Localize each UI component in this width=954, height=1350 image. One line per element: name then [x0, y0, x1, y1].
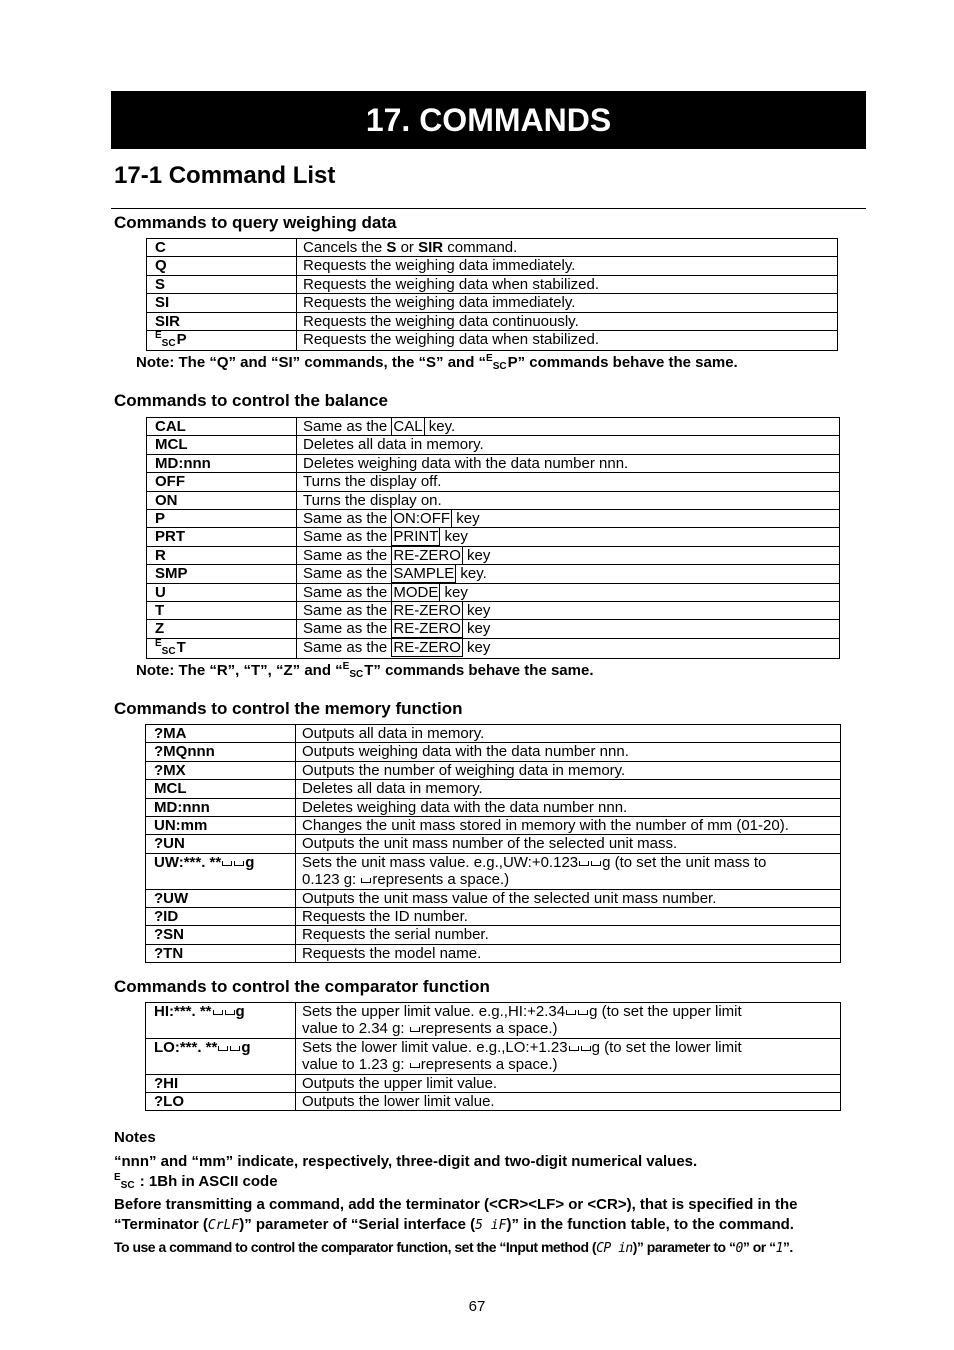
table-row	[146, 889, 841, 907]
table-row	[147, 275, 838, 293]
command-cell: P	[147, 510, 297, 528]
query-note: Note: The “Q” and “SI” commands, the “S” and “$^E$SCP” commands behave the same.	[136, 353, 738, 372]
command-cell: ?TN	[146, 944, 296, 962]
description-cell: Outputs the lower limit value.	[296, 1093, 841, 1111]
description-cell: Outputs the unit mass value of the selected unit mass number.	[296, 889, 841, 907]
description-cell: Same as the RE-ZERO key	[297, 638, 840, 658]
command-cell: SIR	[147, 312, 297, 330]
command-cell: Z	[147, 620, 297, 638]
table-row	[147, 528, 840, 546]
command-cell: C	[147, 239, 297, 257]
description-cell: Outputs the upper limit value.	[296, 1074, 841, 1092]
table-row	[147, 454, 840, 472]
description-cell: Same as the RE-ZERO key	[297, 546, 840, 564]
command-cell: CAL	[147, 418, 297, 436]
table-row	[147, 436, 840, 454]
command-cell: MD:nnn	[146, 798, 296, 816]
table-row	[147, 473, 840, 491]
table-row	[146, 725, 841, 743]
description-cell: Outputs weighing data with the data number nnn.	[296, 743, 841, 761]
command-cell: LO:***. ** g	[146, 1038, 296, 1074]
description-cell: Sets the unit mass value. e.g.,UW:+0.123 g (to set the unit mass to 0.123 g: represents a space.)	[296, 853, 841, 889]
key-label: RE-ZERO	[393, 620, 461, 638]
command-cell: SMP	[147, 565, 297, 583]
key-label: SAMPLE	[393, 565, 455, 583]
description-cell: Deletes all data in memory.	[297, 436, 840, 454]
description-cell: Turns the display on.	[297, 491, 840, 509]
command-cell: $^E$SCP	[147, 331, 297, 351]
command-cell: ?MA	[146, 725, 296, 743]
table-row	[146, 761, 841, 779]
table-row	[147, 565, 840, 583]
description-cell: Deletes all data in memory.	[296, 780, 841, 798]
command-cell: ?UW	[146, 889, 296, 907]
table-row	[147, 239, 838, 257]
table-row	[147, 312, 838, 330]
description-cell: Requests the weighing data when stabilized.	[297, 275, 838, 293]
table-row	[146, 908, 841, 926]
notes-line: “nnn” and “mm” indicate, respectively, three-digit and two-digit numerical values.	[114, 1152, 698, 1170]
space-symbol-icon	[234, 861, 244, 866]
command-cell: ?UN	[146, 835, 296, 853]
description-cell: Outputs the unit mass number of the selected unit mass.	[296, 835, 841, 853]
description-cell: Sets the upper limit value. e.g.,HI:+2.34 g (to set the upper limit value to 2.34 g: represents a space.)	[296, 1003, 841, 1039]
table-row	[146, 817, 841, 835]
key-label: ON:OFF	[393, 510, 451, 528]
command-cell: ?SN	[146, 926, 296, 944]
space-symbol-icon	[230, 1046, 240, 1051]
chapter-title: 17. COMMANDS	[111, 91, 866, 149]
description-cell: Requests the model name.	[296, 944, 841, 962]
command-cell: UW:***. ** g	[146, 853, 296, 889]
table-row	[146, 1093, 841, 1111]
segment-display-text: 0	[735, 1240, 743, 1256]
command-cell: PRT	[147, 528, 297, 546]
space-symbol-icon	[222, 861, 232, 866]
space-symbol-icon	[410, 1027, 420, 1032]
description-cell: Outputs all data in memory.	[296, 725, 841, 743]
table-row	[146, 1074, 841, 1092]
space-symbol-icon	[579, 861, 589, 866]
command-cell: MCL	[146, 780, 296, 798]
segment-display-text: 1	[775, 1240, 783, 1256]
segment-display-text: 5 iF	[475, 1218, 507, 1233]
description-cell: Requests the weighing data when stabilized.	[297, 331, 838, 351]
command-cell: ?HI	[146, 1074, 296, 1092]
table-row	[147, 602, 840, 620]
space-symbol-icon	[410, 1063, 420, 1068]
command-cell: OFF	[147, 473, 297, 491]
table-row	[146, 798, 841, 816]
table-row	[146, 1038, 841, 1074]
description-cell: Deletes weighing data with the data number nnn.	[297, 454, 840, 472]
command-cell: SI	[147, 294, 297, 312]
table-row	[147, 331, 838, 351]
memory-table	[145, 724, 841, 963]
command-cell: MCL	[147, 436, 297, 454]
description-cell: Deletes weighing data with the data number nnn.	[296, 798, 841, 816]
space-symbol-icon	[578, 1010, 588, 1015]
space-symbol-icon	[591, 861, 601, 866]
description-cell: Requests the weighing data continuously.	[297, 312, 838, 330]
description-cell: Same as the MODE key	[297, 583, 840, 601]
table-row	[147, 491, 840, 509]
table-row	[146, 853, 841, 889]
space-symbol-icon	[218, 1046, 228, 1051]
page-number: 67	[468, 1298, 486, 1315]
description-cell: Turns the display off.	[297, 473, 840, 491]
description-cell: Same as the ON:OFF key	[297, 510, 840, 528]
command-cell: $^E$SCT	[147, 638, 297, 658]
notes-line: $^E$SC : 1Bh in ASCII code	[114, 1172, 278, 1191]
query-table	[146, 238, 838, 351]
balance-note: Note: The “R”, “T”, “Z” and “$^E$SCT” commands behave the same.	[136, 661, 594, 680]
space-symbol-icon	[581, 1046, 591, 1051]
balance-heading: Commands to control the balance	[114, 391, 388, 410]
section-divider	[111, 208, 866, 209]
table-row	[147, 418, 840, 436]
table-row	[146, 1003, 841, 1039]
description-cell: Changes the unit mass stored in memory with the number of mm (01-20).	[296, 817, 841, 835]
notes-line: “Terminator (CrLF)” parameter of “Serial interface (5 iF)” in the function table, to the command.	[114, 1216, 794, 1233]
table-row	[147, 638, 840, 658]
table-row	[147, 257, 838, 275]
table-row	[147, 620, 840, 638]
table-row	[146, 835, 841, 853]
command-cell: UN:mm	[146, 817, 296, 835]
key-label: CAL	[393, 418, 423, 435]
command-cell: ?MQnnn	[146, 743, 296, 761]
table-row	[147, 294, 838, 312]
table-row	[147, 510, 840, 528]
command-cell: HI:***. ** g	[146, 1003, 296, 1039]
space-symbol-icon	[566, 1010, 576, 1015]
comparator-heading: Commands to control the comparator function	[114, 977, 490, 996]
table-row	[147, 583, 840, 601]
comparator-table	[145, 1002, 841, 1111]
key-label: PRINT	[393, 528, 439, 546]
space-symbol-icon	[213, 1010, 223, 1015]
command-cell: ?MX	[146, 761, 296, 779]
space-symbol-icon	[569, 1046, 579, 1051]
command-cell: U	[147, 583, 297, 601]
description-cell: Same as the RE-ZERO key	[297, 602, 840, 620]
command-cell: ON	[147, 491, 297, 509]
description-cell: Same as the CAL key.	[297, 418, 840, 436]
command-cell: T	[147, 602, 297, 620]
segment-display-text: CrLF	[207, 1218, 240, 1233]
space-symbol-icon	[361, 878, 371, 883]
table-row	[146, 780, 841, 798]
description-cell: Sets the lower limit value. e.g.,LO:+1.23 g (to set the lower limit value to 1.23 g: represents a space.)	[296, 1038, 841, 1074]
description-cell: Same as the PRINT key	[297, 528, 840, 546]
description-cell: Same as the RE-ZERO key	[297, 620, 840, 638]
description-cell: Requests the weighing data immediately.	[297, 257, 838, 275]
description-cell: Same as the SAMPLE key.	[297, 565, 840, 583]
table-row	[146, 743, 841, 761]
query-heading: Commands to query weighing data	[114, 213, 397, 232]
table-row	[147, 546, 840, 564]
description-cell: Cancels the S or SIR command.	[297, 239, 838, 257]
notes-heading: Notes	[114, 1129, 156, 1146]
command-cell: ?LO	[146, 1093, 296, 1111]
notes-block	[114, 1128, 874, 1259]
key-label: RE-ZERO	[393, 546, 461, 564]
command-cell: Q	[147, 257, 297, 275]
command-cell: R	[147, 546, 297, 564]
section-heading: 17-1 Command List	[114, 162, 336, 189]
description-cell: Outputs the number of weighing data in memory.	[296, 761, 841, 779]
segment-display-text: CP in	[596, 1240, 633, 1256]
balance-table	[146, 417, 840, 659]
key-label: MODE	[393, 583, 439, 601]
table-row	[146, 944, 841, 962]
command-cell: ?ID	[146, 908, 296, 926]
notes-line: To use a command to control the comparator function, set the “Input method (CP in)” parameter to “0” or “1”.	[114, 1238, 793, 1256]
command-cell: MD:nnn	[147, 454, 297, 472]
description-cell: Requests the ID number.	[296, 908, 841, 926]
description-cell: Requests the weighing data immediately.	[297, 294, 838, 312]
command-cell: S	[147, 275, 297, 293]
description-cell: Requests the serial number.	[296, 926, 841, 944]
table-row	[146, 926, 841, 944]
key-label: RE-ZERO	[393, 638, 461, 656]
memory-heading: Commands to control the memory function	[114, 699, 463, 718]
space-symbol-icon	[225, 1010, 235, 1015]
key-label: RE-ZERO	[393, 602, 461, 620]
notes-line: Before transmitting a command, add the terminator (<CR><LF> or <CR>), that is specified in the	[114, 1195, 798, 1213]
